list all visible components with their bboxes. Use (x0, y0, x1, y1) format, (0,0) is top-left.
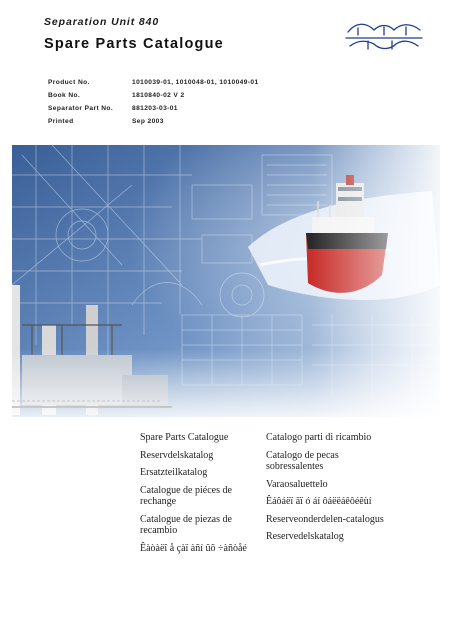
meta-value: 1010039-01, 1010048-01, 1010049-01 (132, 79, 259, 86)
meta-value: Sep 2003 (132, 118, 164, 125)
hero-image (12, 145, 440, 417)
title-portuguese: Catalogo de pecas sobressalentes (266, 449, 339, 472)
title-german: Ersatzteilkatalog (140, 467, 208, 478)
document-metadata (48, 76, 259, 128)
alfa-laval-logo-icon (344, 18, 424, 52)
title-danish: Reservedelskatalog (266, 531, 344, 542)
catalogue-titles-left (140, 432, 258, 560)
title-italian: Catalogo parti di ricambio (266, 432, 372, 443)
meta-row-product-no (48, 76, 259, 89)
meta-label: Printed (48, 118, 74, 125)
meta-label: Book No. (48, 92, 81, 99)
meta-row-separator-part-no (48, 102, 259, 115)
title-french: Catalogue de piéces de rechange (140, 484, 232, 507)
meta-label: Separator Part No. (48, 105, 114, 112)
title-english: Spare Parts Catalogue (140, 432, 229, 443)
title-dutch: Reserveonderdelen-catalogus (266, 513, 384, 525)
ship-and-blueprint-collage-image (12, 145, 440, 417)
meta-row-book-no (48, 89, 259, 102)
document-subtitle: Separation Unit 840 (44, 16, 160, 28)
title-russian: Êàòàëî å çàï àñí ûõ ÷àñòåé (140, 542, 247, 554)
title-swedish: Reservdelskatalog (140, 449, 214, 461)
document-title: Spare Parts Catalogue (44, 36, 224, 52)
catalogue-titles-right (266, 432, 386, 549)
meta-value: 881203-03-01 (132, 105, 178, 112)
meta-row-printed (48, 115, 259, 128)
title-spanish: Catalogue de piezas de recambio (140, 513, 232, 536)
meta-value: 1810840-02 V 2 (132, 92, 185, 99)
title-finnish: Varaosaluettelo (266, 478, 328, 490)
title-greek: Êáôáëï ãï ó áí ôáëëáêôéêùí (266, 496, 372, 507)
meta-label: Product No. (48, 79, 90, 86)
